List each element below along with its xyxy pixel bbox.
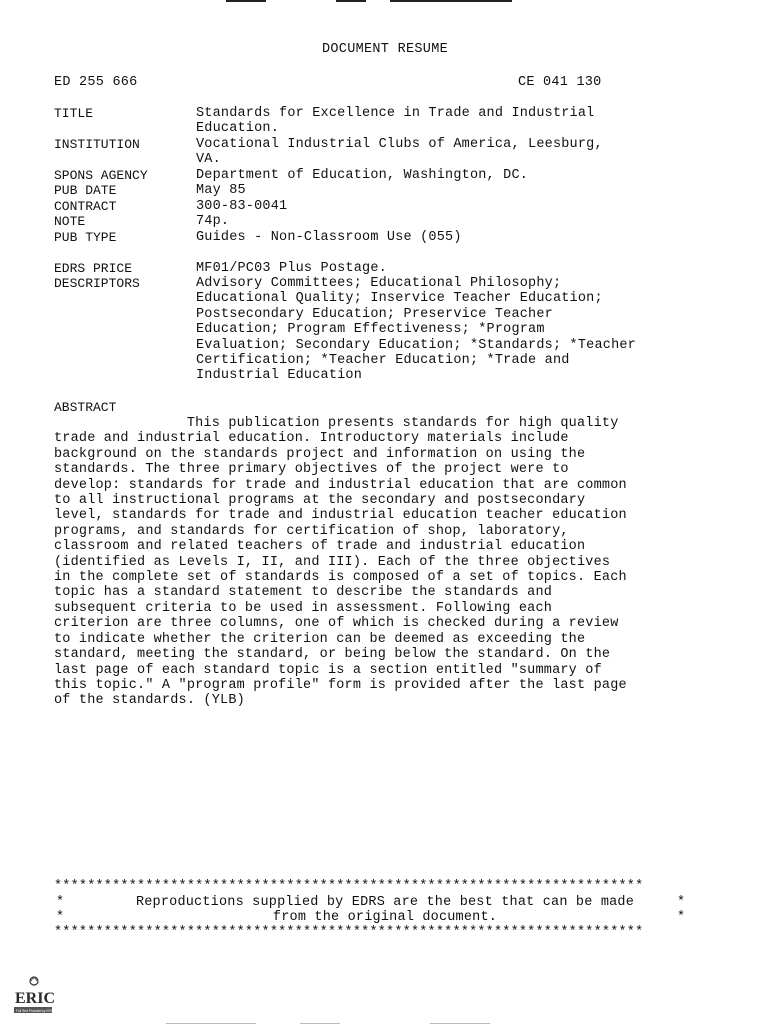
svg-text:ERIC: ERIC (15, 990, 56, 1007)
contract-value: 300-83-0041 (196, 199, 288, 214)
institution-label: INSTITUTION (54, 137, 140, 152)
svg-text:Full Text Provided by ERIC: Full Text Provided by ERIC (16, 1009, 55, 1013)
star-left: * (56, 895, 65, 910)
star-right: * (677, 910, 686, 925)
top-rule (226, 0, 266, 2)
descriptors-value: Advisory Committees; Educational Philosophy; Educational Quality; Inservice Teacher Education; Postsecondary Education; Preservice Teacher Education; Program Effectiveness; *Program Evaluation; Secondary Education; *Standards; *Teacher Certification; *Teacher Education; *Trade and Industrial Education (196, 276, 636, 384)
note-value: 74p. (196, 214, 230, 229)
eric-logo (12, 973, 56, 1017)
top-rule (390, 0, 512, 2)
ce-number: CE 041 130 (518, 75, 602, 90)
star-right: * (677, 895, 686, 910)
reproduction-note-line1: Reproductions supplied by EDRS are the best that can be made (135, 895, 635, 910)
title-value: Standards for Excellence in Trade and Industrial Education. (196, 106, 595, 137)
pubtype-label: PUB TYPE (54, 230, 117, 245)
pubdate-label: PUB DATE (54, 183, 117, 198)
descriptors-label: DESCRIPTORS (54, 276, 140, 291)
star-left: * (56, 910, 65, 925)
abstract-text: This publication presents standards for high quality trade and industrial education. Introductory materials include background on the standards project and information on using the standards. The three primary objectives of the project were to develop: standards for trade and industrial education that are common to all instructional programs at the secondary and postsecondary level, standards for trade and industrial education teacher education programs, and standards for certification of shop, laboratory, classroom and related teachers of trade and industrial education (identified as Levels I, II, and III). Each of the three objectives in the complete set of standards is composed of a set of topics. Each topic has a standard statement to describe the standards and subsequent criteria to be used in assessment. Following each criterion are three columns, one of which is checked during a review to indicate whether the criterion can be deemed as exceeding the standard, meeting the standard, or being below the standard. On the last page of each standard topic is a section entitled "summary of this topic." A "program profile" form is provided after the last page of the standards. (YLB) (54, 416, 627, 709)
sponsor-value: Department of Education, Washington, DC. (196, 168, 529, 183)
contract-label: CONTRACT (54, 199, 117, 214)
pubtype-value: Guides - Non-Classroom Use (055) (196, 230, 462, 245)
pubdate-value: May 85 (196, 183, 246, 198)
price-label: EDRS PRICE (54, 261, 133, 276)
stars-divider-top: *********************************************************************** (54, 879, 644, 894)
sponsor-label: SPONS AGENCY (54, 168, 148, 183)
abstract-label: ABSTRACT (54, 400, 117, 415)
title-label: TITLE (54, 106, 94, 121)
stars-divider-bottom: *********************************************************************** (54, 925, 644, 940)
document-title: DOCUMENT RESUME (321, 42, 449, 57)
ed-number: ED 255 666 (54, 75, 138, 90)
top-rule (336, 0, 366, 2)
note-label: NOTE (54, 214, 86, 229)
price-value: MF01/PC03 Plus Postage. (196, 261, 387, 276)
institution-value: Vocational Industrial Clubs of America, Leesburg, VA. (196, 137, 603, 168)
reproduction-note-line2: from the original document. (272, 910, 498, 925)
